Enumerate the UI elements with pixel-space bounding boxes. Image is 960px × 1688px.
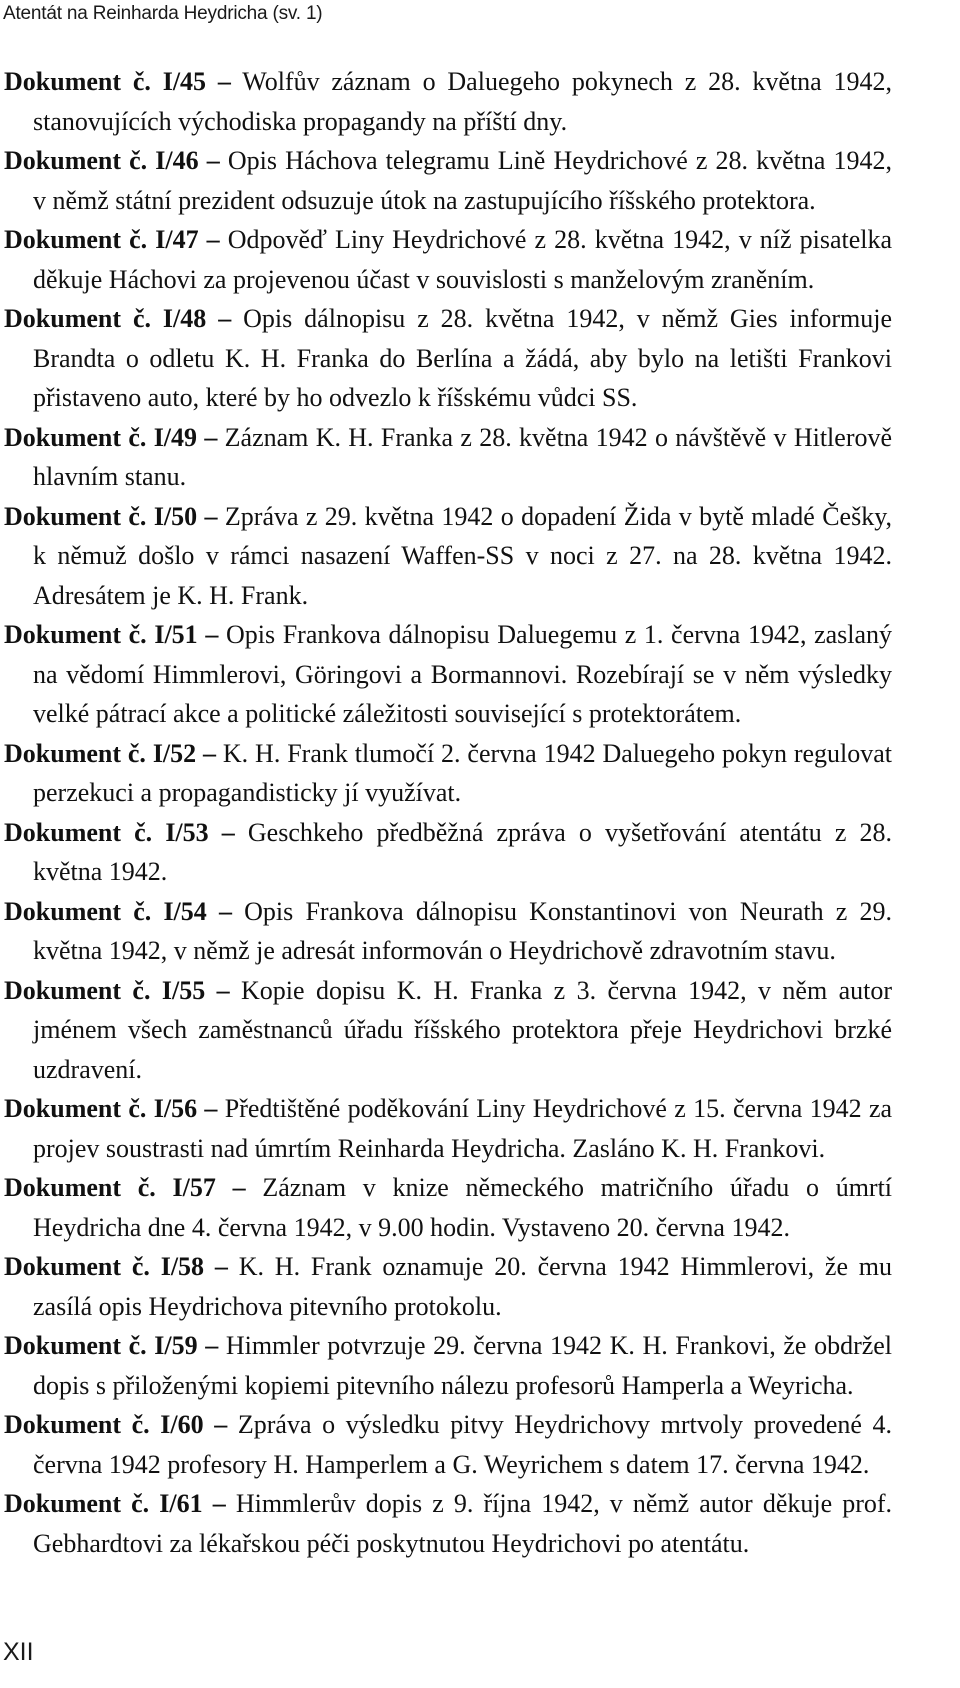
entry-dash: –: [218, 896, 232, 926]
entry-text: Opis Frankova dálnopisu Daluegemu z 1. června 1942, zaslaný na vědomí Himmlerovi, Göringovi a Bormannovi. Rozebírají se v něm výsledky velké pátrací akce a politické záležitosti související s protektorátem.: [33, 620, 893, 728]
running-head: Atentát na Reinharda Heydricha (sv. 1): [3, 3, 323, 24]
entry-number: I/60: [160, 1410, 204, 1439]
document-entry: [4, 1168, 892, 1247]
document-entry: [4, 220, 892, 299]
document-list: [4, 62, 892, 1563]
entry-number: I/51: [154, 620, 198, 649]
entry-number: I/59: [154, 1331, 198, 1360]
entry-dash: –: [216, 975, 230, 1005]
entry-label: Dokument č.: [4, 1331, 147, 1360]
entry-label: Dokument č.: [4, 304, 151, 333]
entry-text: Geschkeho předběžná zpráva o vyšetřování atentátu z 28. května 1942.: [33, 817, 893, 886]
document-entry: [4, 615, 892, 734]
document-entry: [4, 62, 892, 141]
entry-dash: –: [217, 67, 231, 96]
entry-text: Himmlerův dopis z 9. října 1942, v němž autor děkuje prof. Gebhardtovi za lékařskou péči poskytnutou Heydrichovi po atentátu.: [33, 1489, 893, 1558]
entry-dash: –: [204, 422, 218, 452]
entry-text: K. H. Frank oznamuje 20. června 1942 Himmlerovi, že mu zasílá opis Heydrichova pitevního protokolu.: [33, 1252, 893, 1321]
entry-label: Dokument č.: [4, 1173, 156, 1202]
entry-number: I/55: [161, 975, 206, 1005]
entry-label: Dokument č.: [4, 1094, 147, 1123]
document-entry: [4, 892, 892, 971]
entry-text: Wolfův záznam o Daluegeho pokynech z 28. května 1942, stanovujících východiska propagandy na příští dny.: [33, 67, 893, 136]
entry-text: Zpráva z 29. května 1942 o dopadení Žida v bytě mladé Češky, k němuž došlo v rámci nasazení Waffen-SS v noci z 27. na 28. května 1942. Adresátem je K. H. Frank.: [33, 501, 893, 610]
entry-dash: –: [205, 620, 219, 649]
entry-number: I/56: [153, 1094, 198, 1123]
entry-number: I/58: [160, 1252, 205, 1281]
entry-number: I/50: [153, 501, 198, 531]
document-entry: [4, 734, 892, 813]
entry-number: I/47: [155, 225, 199, 254]
entry-number: I/52: [152, 738, 197, 768]
document-entry: [4, 1247, 892, 1326]
entry-text: Záznam K. H. Franka z 28. května 1942 o návštěvě v Hitlerově hlavním stanu.: [33, 422, 893, 491]
entry-dash: –: [214, 1252, 228, 1281]
document-entry: [4, 141, 892, 220]
entry-label: Dokument č.: [4, 975, 151, 1005]
document-entry: [4, 1326, 892, 1405]
entry-dash: –: [204, 1094, 218, 1123]
document-entry: [4, 1089, 892, 1168]
document-entry: [4, 971, 892, 1090]
entry-text: Opis Frankova dálnopisu Konstantinovi von Neurath z 29. května 1942, v němž je adresát informován o Heydrichově zdravotním stavu.: [33, 896, 892, 965]
entry-number: I/46: [155, 146, 199, 175]
entry-dash: –: [203, 738, 217, 768]
entry-text: Odpověď Liny Heydrichové z 28. května 1942, v níž pisatelka děkuje Háchovi za projevenou účast v souvislosti s manželovým zraněním.: [33, 225, 893, 294]
document-entry: [4, 813, 892, 892]
entry-dash: –: [205, 1331, 219, 1360]
entry-number: I/54: [163, 896, 207, 926]
entry-dash: –: [221, 817, 235, 847]
entry-label: Dokument č.: [4, 1489, 150, 1518]
entry-label: Dokument č.: [4, 896, 152, 926]
entry-number: I/61: [159, 1489, 203, 1518]
entry-dash: –: [232, 1173, 246, 1202]
entry-label: Dokument č.: [4, 67, 151, 96]
document-entry: [4, 497, 892, 616]
entry-dash: –: [206, 146, 220, 175]
entry-number: I/57: [172, 1173, 216, 1202]
document-entry: [4, 299, 892, 418]
entry-label: Dokument č.: [4, 817, 153, 847]
document-entry: [4, 1405, 892, 1484]
entry-number: I/45: [162, 67, 207, 96]
entry-text: Opis dálnopisu z 28. května 1942, v němž Gies informuje Brandta o odletu K. H. Franka do Berlína a žádá, aby bylo na letišti Frankovi přistaveno auto, které by ho odvezlo k říšskému vůdci SS.: [33, 304, 893, 412]
entry-dash: –: [218, 304, 232, 333]
entry-label: Dokument č.: [4, 146, 148, 175]
entry-label: Dokument č.: [4, 1410, 150, 1439]
entry-label: Dokument č.: [4, 1252, 150, 1281]
entry-text: Kopie dopisu K. H. Franka z 3. června 1942, v něm autor jménem všech zaměstnanců úřadu říšského protektora přeje Heydrichovi brzké uzdravení.: [33, 975, 893, 1084]
entry-dash: –: [206, 225, 220, 254]
entry-text: K. H. Frank tlumočí 2. června 1942 Daluegeho pokyn regulovat perzekuci a propagandisticky jí využívat.: [33, 738, 892, 807]
entry-number: I/53: [165, 817, 209, 847]
entry-number: I/49: [153, 422, 198, 452]
document-entry: [4, 1484, 892, 1563]
entry-dash: –: [212, 1489, 226, 1518]
entry-dash: –: [204, 501, 218, 531]
entry-text: Opis Háchova telegramu Lině Heydrichové z 28. května 1942, v němž státní prezident odsuzuje útok na zastupujícího říšského protektora.: [33, 146, 893, 215]
entry-text: Záznam v knize německého matričního úřadu o úmrtí Heydricha dne 4. června 1942, v 9.00 hodin. Vystaveno 20. června 1942.: [33, 1173, 893, 1242]
entry-label: Dokument č.: [4, 422, 147, 452]
page-number: XII: [3, 1638, 34, 1666]
entry-label: Dokument č.: [4, 225, 148, 254]
entry-number: I/48: [162, 304, 207, 333]
entry-text: Zpráva o výsledku pitvy Heydrichovy mrtvoly provedené 4. června 1942 profesory H. Hamperlem a G. Weyrichem s datem 17. června 1942.: [33, 1410, 893, 1479]
entry-dash: –: [214, 1410, 228, 1439]
entry-label: Dokument č.: [4, 620, 147, 649]
entry-label: Dokument č.: [4, 738, 146, 768]
entry-text: Předtištěné poděkování Liny Heydrichové z 15. června 1942 za projev soustrasti nad úmrtím Reinharda Heydricha. Zasláno K. H. Frankovi.: [33, 1094, 893, 1163]
document-entry: [4, 418, 892, 497]
entry-label: Dokument č.: [4, 501, 147, 531]
entry-text: Himmler potvrzuje 29. června 1942 K. H. Frankovi, že obdržel dopis s přiloženými kopiemi pitevního nálezu profesorů Hamperla a Weyricha.: [33, 1331, 893, 1400]
